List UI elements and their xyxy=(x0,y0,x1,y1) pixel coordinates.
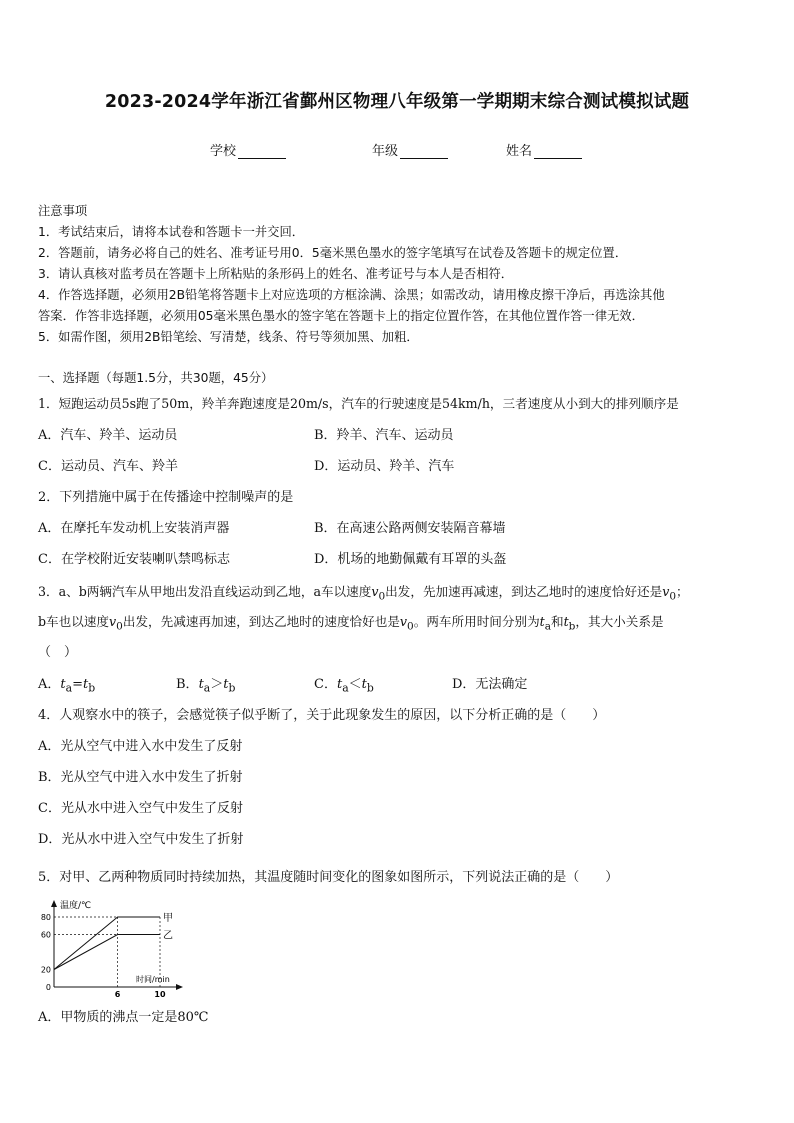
q3-option-d[interactable]: D．无法确定 xyxy=(452,677,528,692)
x-axis-label: 时间/min xyxy=(136,975,170,984)
q2-option-b[interactable]: B．在高速公路两侧安装隔音幕墙 xyxy=(314,521,506,536)
q3-answer-paren: （ ） xyxy=(38,645,78,660)
q5-stem: 5．对甲、乙两种物质同时持续加热，其温度随时间变化的图象如图所示，下列说法正确的是（ ） xyxy=(38,870,619,885)
q3-stem-line1: 3．a、b两辆汽车从甲地出发沿直线运动到乙地，a车以速度$v_0$出发，先加速再减速，到达乙地时的速度恰好还是$v_0$； xyxy=(38,584,689,603)
y-axis-arrow xyxy=(51,900,57,907)
q1-option-b[interactable]: B．羚羊、汽车、运动员 xyxy=(314,428,454,443)
series-line xyxy=(54,935,160,970)
y-tick-label: 0 xyxy=(45,983,51,992)
q3-option-b[interactable]: B．$t_a>t_b$ xyxy=(176,677,236,695)
q4-stem: 4．人观察水中的筷子，会感觉筷子似乎断了，关于此现象发生的原因，以下分析正确的是（ ） xyxy=(38,708,606,723)
y-axis-label: 温度/℃ xyxy=(60,901,92,911)
grade-label: 年级 xyxy=(372,144,399,159)
school-field xyxy=(210,140,286,159)
y-tick-label: 80 xyxy=(40,913,51,922)
q3-stem-line2: b车也以速度$v_0$出发，先减速再加速，到达乙地时的速度恰好也是$v_0$。两车所用时间分别为$t_a$和$t_b$，其大小关系是 xyxy=(38,614,664,633)
grade-blank[interactable] xyxy=(400,145,448,159)
x-tick-label: 6 xyxy=(114,990,121,999)
series-label: 甲 xyxy=(163,913,173,924)
q1-option-a[interactable]: A．汽车、羚羊、运动员 xyxy=(38,428,178,443)
q4-option-d[interactable]: D．光从水中进入空气中发生了折射 xyxy=(38,832,244,847)
q1-option-c[interactable]: C．运动员、汽车、羚羊 xyxy=(38,459,178,474)
q4-option-a[interactable]: A．光从空气中进入水中发生了反射 xyxy=(38,739,243,754)
q3-option-a[interactable]: A．$t_a=t_b$ xyxy=(38,677,96,695)
note-item: 1．考试结束后，请将本试卷和答题卡一并交回． xyxy=(38,225,305,239)
note-item: 2．答题前，请务必将自己的姓名、准考证号用0．5毫米黑色墨水的签字笔填写在试卷及答题卡的规定位置． xyxy=(38,246,628,260)
q4-option-b[interactable]: B．光从空气中进入水中发生了折射 xyxy=(38,770,243,785)
school-blank[interactable] xyxy=(238,145,286,159)
q4-option-c[interactable]: C．光从水中进入空气中发生了反射 xyxy=(38,801,243,816)
y-tick-label: 60 xyxy=(40,930,51,940)
note-item: 3．请认真核对监考员在答题卡上所粘贴的条形码上的姓名、准考证号与本人是否相符． xyxy=(38,267,514,281)
x-axis-arrow xyxy=(176,984,183,990)
note-item: 5．如需作图，须用2B铅笔绘、写清楚，线条、符号等须加黑、加粗． xyxy=(38,330,419,344)
series-label: 乙 xyxy=(163,930,173,942)
section-heading: 一、选择题（每题1.5分，共30题，45分） xyxy=(38,371,274,385)
series-line xyxy=(54,917,160,970)
note-item: 4．作答选择题，必须用2B铅笔将答题卡上对应选项的方框涂满、涂黑；如需改动，请用橡皮擦干净后，再选涂其他 xyxy=(38,288,665,302)
q2-option-c[interactable]: C．在学校附近安装喇叭禁鸣标志 xyxy=(38,552,230,567)
q1-option-d[interactable]: D．运动员、羚羊、汽车 xyxy=(314,459,455,474)
grade-field xyxy=(372,140,448,159)
y-tick-label: 20 xyxy=(40,965,51,975)
q2-option-a[interactable]: A．在摩托车发动机上安装消声器 xyxy=(38,521,230,536)
temperature-time-chart xyxy=(30,897,190,999)
q2-option-d[interactable]: D．机场的地勤佩戴有耳罩的头盔 xyxy=(314,552,507,567)
q2-stem: 2．下列措施中属于在传播途中控制噪声的是 xyxy=(38,490,294,505)
q5-option-a[interactable]: A．甲物质的沸点一定是80℃ xyxy=(38,1010,209,1025)
chart-marks xyxy=(41,912,173,999)
notes-heading: 注意事项 xyxy=(38,204,88,218)
name-label: 姓名 xyxy=(506,144,533,159)
q3-option-c[interactable]: C．$t_a<t_b$ xyxy=(314,677,374,695)
q1-stem: 1．短跑运动员5s跑了50m，羚羊奔跑速度是20m/s，汽车的行驶速度是54km/h，三者速度从小到大的排列顺序是 xyxy=(38,396,679,411)
school-label: 学校 xyxy=(210,144,237,159)
note-item: 答案．作答非选择题，必须用05毫米黑色墨水的签字笔在答题卡上的指定位置作答，在其他位置作答一律无效． xyxy=(38,309,644,323)
page-title: 2023-2024学年浙江省鄞州区物理八年级第一学期期末综合测试模拟试题 xyxy=(104,92,690,112)
name-blank[interactable] xyxy=(534,145,582,159)
x-tick-label: 10 xyxy=(154,990,166,999)
name-field xyxy=(506,140,582,159)
